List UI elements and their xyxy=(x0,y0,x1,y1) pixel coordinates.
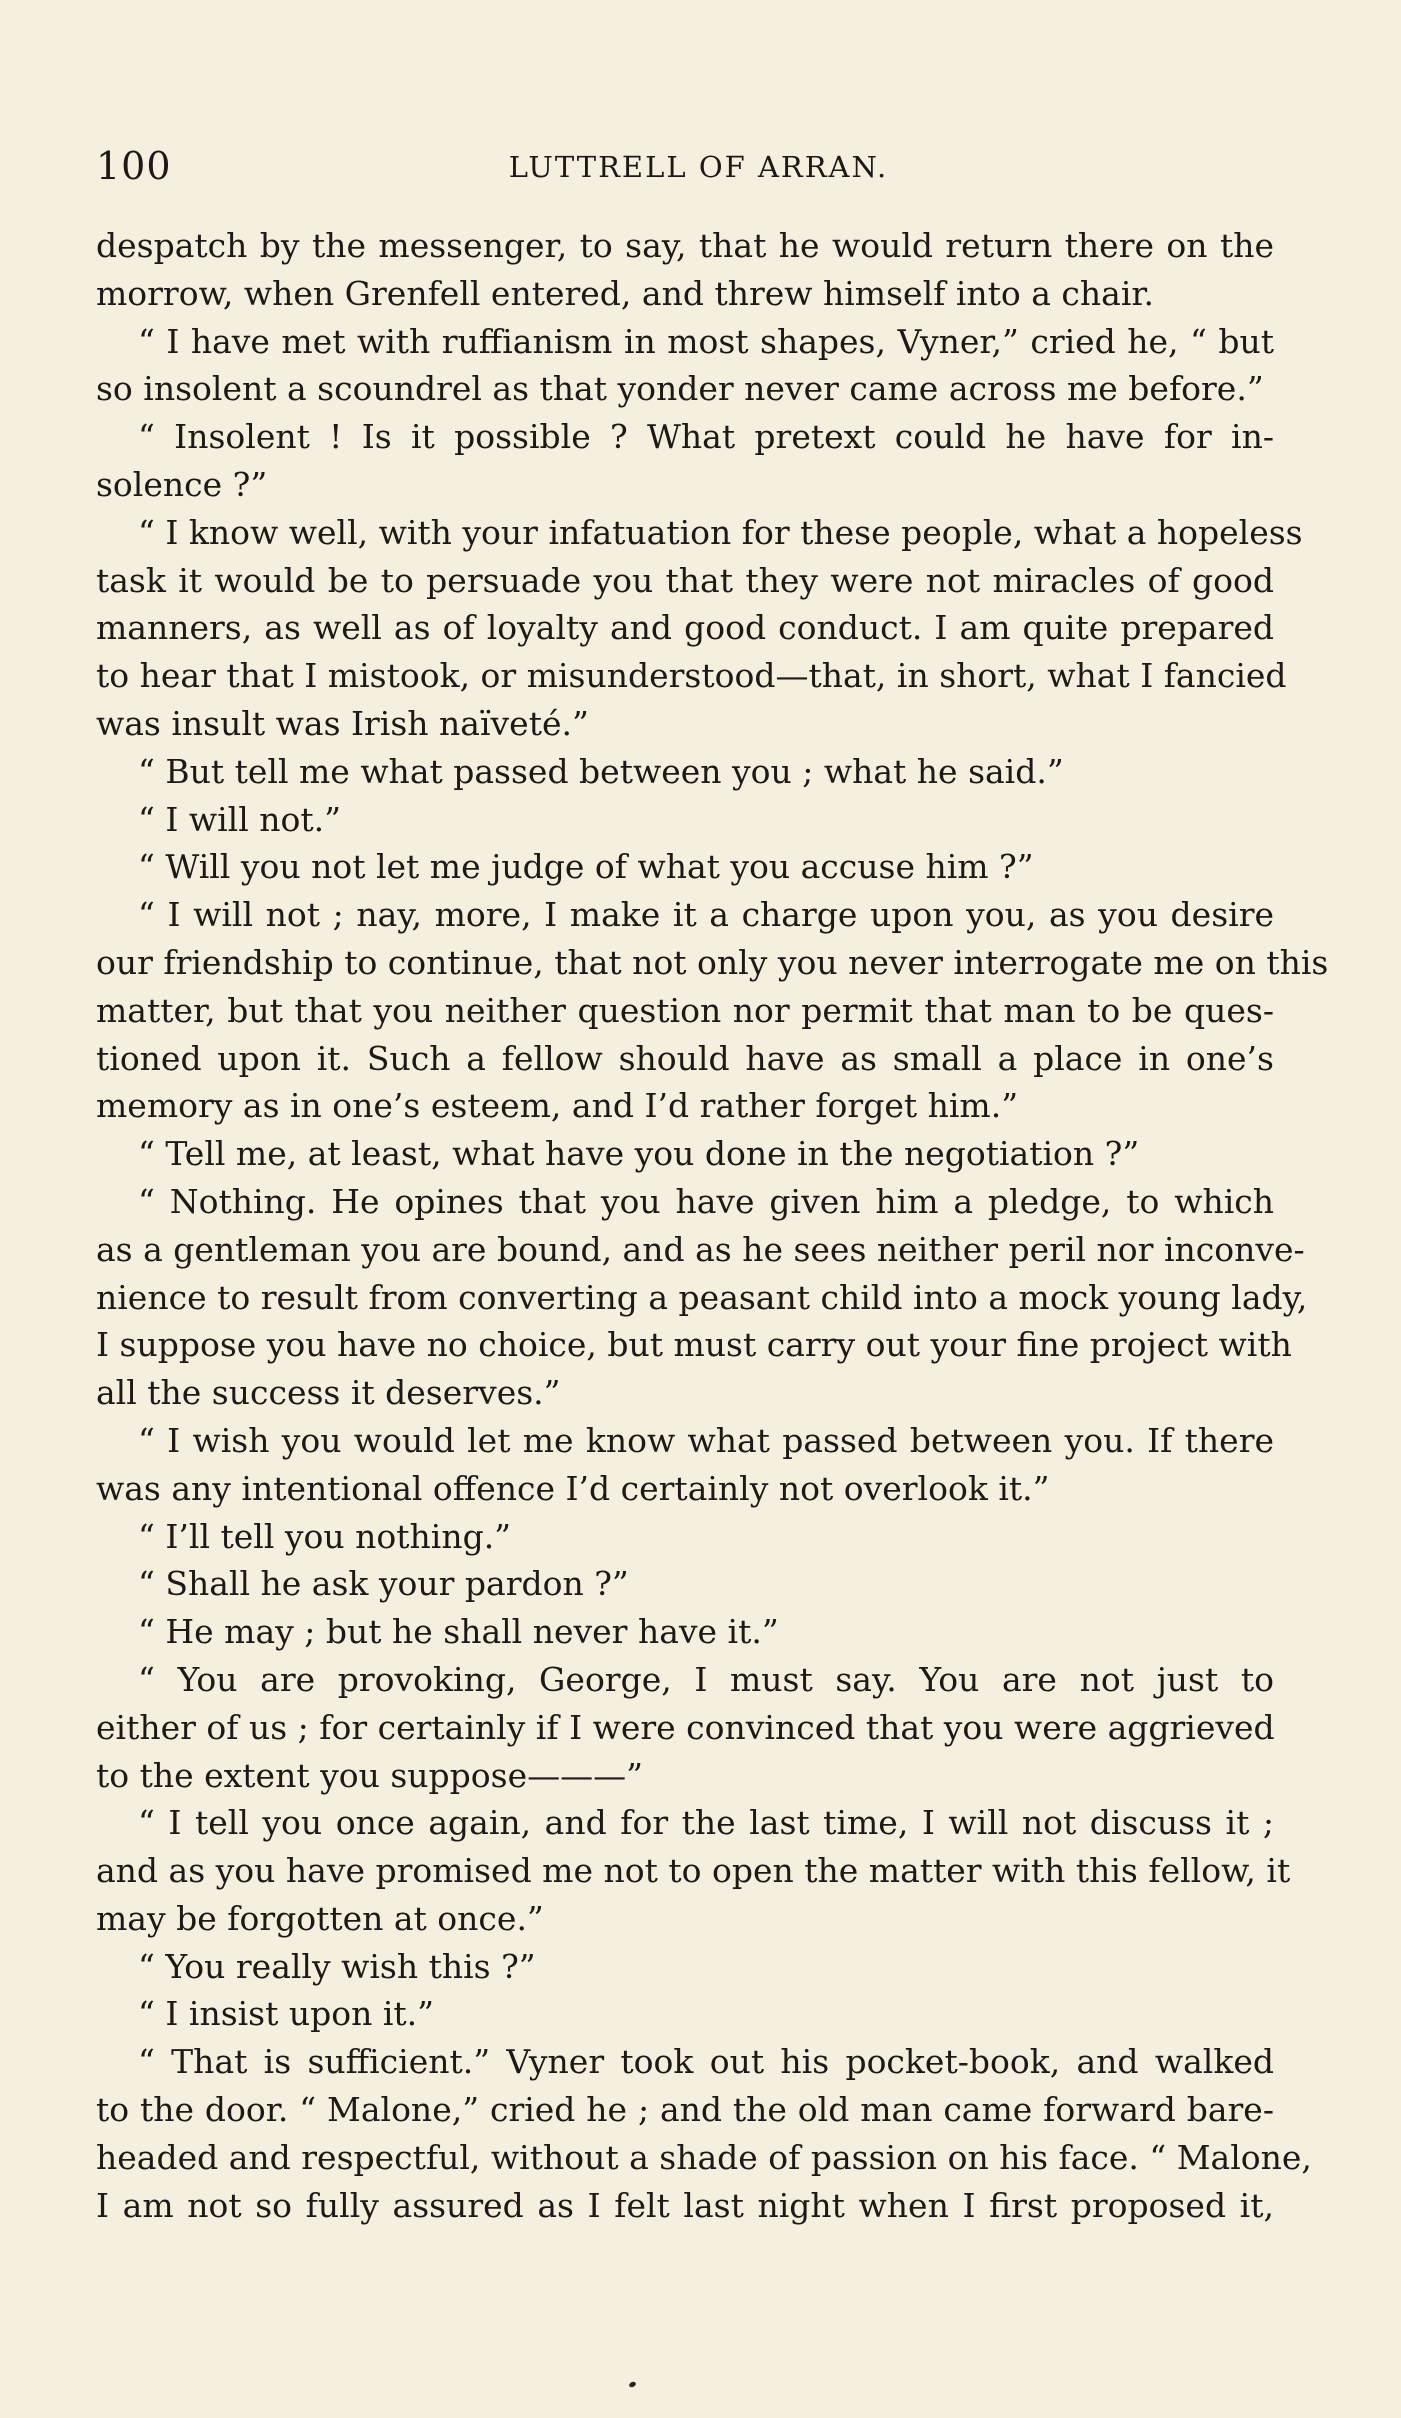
text-line: I am not so fully assured as I felt last night when I first proposed it, xyxy=(96,2185,1274,2225)
body-text xyxy=(96,222,1329,2229)
page-number: 100 xyxy=(96,144,172,188)
text-line: “ Tell me, at least, what have you done in the negotiation ?” xyxy=(138,1134,1140,1174)
text-line: and as you have promised me not to open the matter with this fellow, it xyxy=(96,1851,1291,1891)
text-line: our friendship to continue, that not only you never interrogate me on this xyxy=(96,942,1329,982)
text-line: to the extent you suppose———” xyxy=(96,1755,643,1795)
text-line: despatch by the messenger, to say, that he would return there on the xyxy=(96,226,1274,265)
text-line: to the door. “ Malone,” cried he ; and the old man came forward bare- xyxy=(96,2090,1274,2130)
text-line: nience to result from converting a peasant child into a mock young lady, xyxy=(96,1277,1308,1317)
text-line: “ He may ; but he shall never have it.” xyxy=(138,1612,779,1652)
text-line: manners, as well as of loyalty and good conduct. I am quite prepared xyxy=(96,608,1274,648)
text-line: tioned upon it. Such a fellow should have as small a place in one’s xyxy=(96,1038,1274,1078)
text-line: “ I’ll tell you nothing.” xyxy=(138,1516,512,1556)
text-line: all the success it deserves.” xyxy=(96,1373,561,1413)
print-speck xyxy=(628,2381,636,2388)
text-line: headed and respectful, without a shade of passion on his face. “ Malone, xyxy=(96,2137,1312,2177)
text-line: as a gentleman you are bound, and as he sees neither peril nor inconve- xyxy=(96,1229,1305,1269)
text-line: “ But tell me what passed between you ; what he said.” xyxy=(138,751,1064,791)
text-line: was insult was Irish naïveté.” xyxy=(96,703,589,743)
text-line: morrow, when Grenfell entered, and threw himself into a chair. xyxy=(96,273,1155,313)
text-line: “ You really wish this ?” xyxy=(138,1946,536,1986)
text-line: “ I have met with ruffianism in most shapes, Vyner,” cried he, “ but xyxy=(138,321,1274,361)
text-line: so insolent a scoundrel as that yonder never came across me before.” xyxy=(96,369,1264,409)
page-header xyxy=(96,144,1276,194)
text-line: “ Will you not let me judge of what you accuse him ?” xyxy=(138,847,1034,887)
text-line: solence ?” xyxy=(96,464,268,504)
text-line: “ I wish you would let me know what passed between you. If there xyxy=(138,1420,1274,1460)
text-line: “ Insolent ! Is it possible ? What pretext could he have for in- xyxy=(138,417,1274,457)
text-line: to hear that I mistook, or misunderstood—that, in short, what I fancied xyxy=(96,656,1287,696)
text-line: “ I insist upon it.” xyxy=(138,1994,435,2034)
text-line: “ That is sufficient.” Vyner took out his pocket-book, and walked xyxy=(138,2042,1274,2082)
text-line: task it would be to persuade you that they were not miracles of good xyxy=(96,560,1274,600)
text-line: “ I will not.” xyxy=(138,799,342,839)
text-line: “ I will not ; nay, more, I make it a charge upon you, as you desire xyxy=(138,895,1274,935)
text-line: matter, but that you neither question nor permit that man to be ques- xyxy=(96,990,1274,1030)
text-line: may be forgotten at once.” xyxy=(96,1898,544,1938)
text-line: “ Nothing. He opines that you have given him a pledge, to which xyxy=(138,1181,1274,1221)
text-line: “ I know well, with your infatuation for these people, what a hopeless xyxy=(138,512,1303,552)
text-line: I suppose you have no choice, but must carry out your fine project with xyxy=(96,1325,1292,1365)
text-line: “ You are provoking, George, I must say. You are not just to xyxy=(138,1659,1274,1699)
text-line: “ Shall he ask your pardon ?” xyxy=(138,1564,629,1604)
running-head: LUTTRELL OF ARRAN. xyxy=(508,150,889,184)
text-line: memory as in one’s esteem, and I’d rather forget him.” xyxy=(96,1086,1019,1126)
text-line: either of us ; for certainly if I were convinced that you were aggrieved xyxy=(96,1707,1275,1747)
text-line: “ I tell you once again, and for the last time, I will not discuss it ; xyxy=(138,1803,1274,1843)
text-line: was any intentional offence I’d certainly not overlook it.” xyxy=(96,1468,1050,1508)
